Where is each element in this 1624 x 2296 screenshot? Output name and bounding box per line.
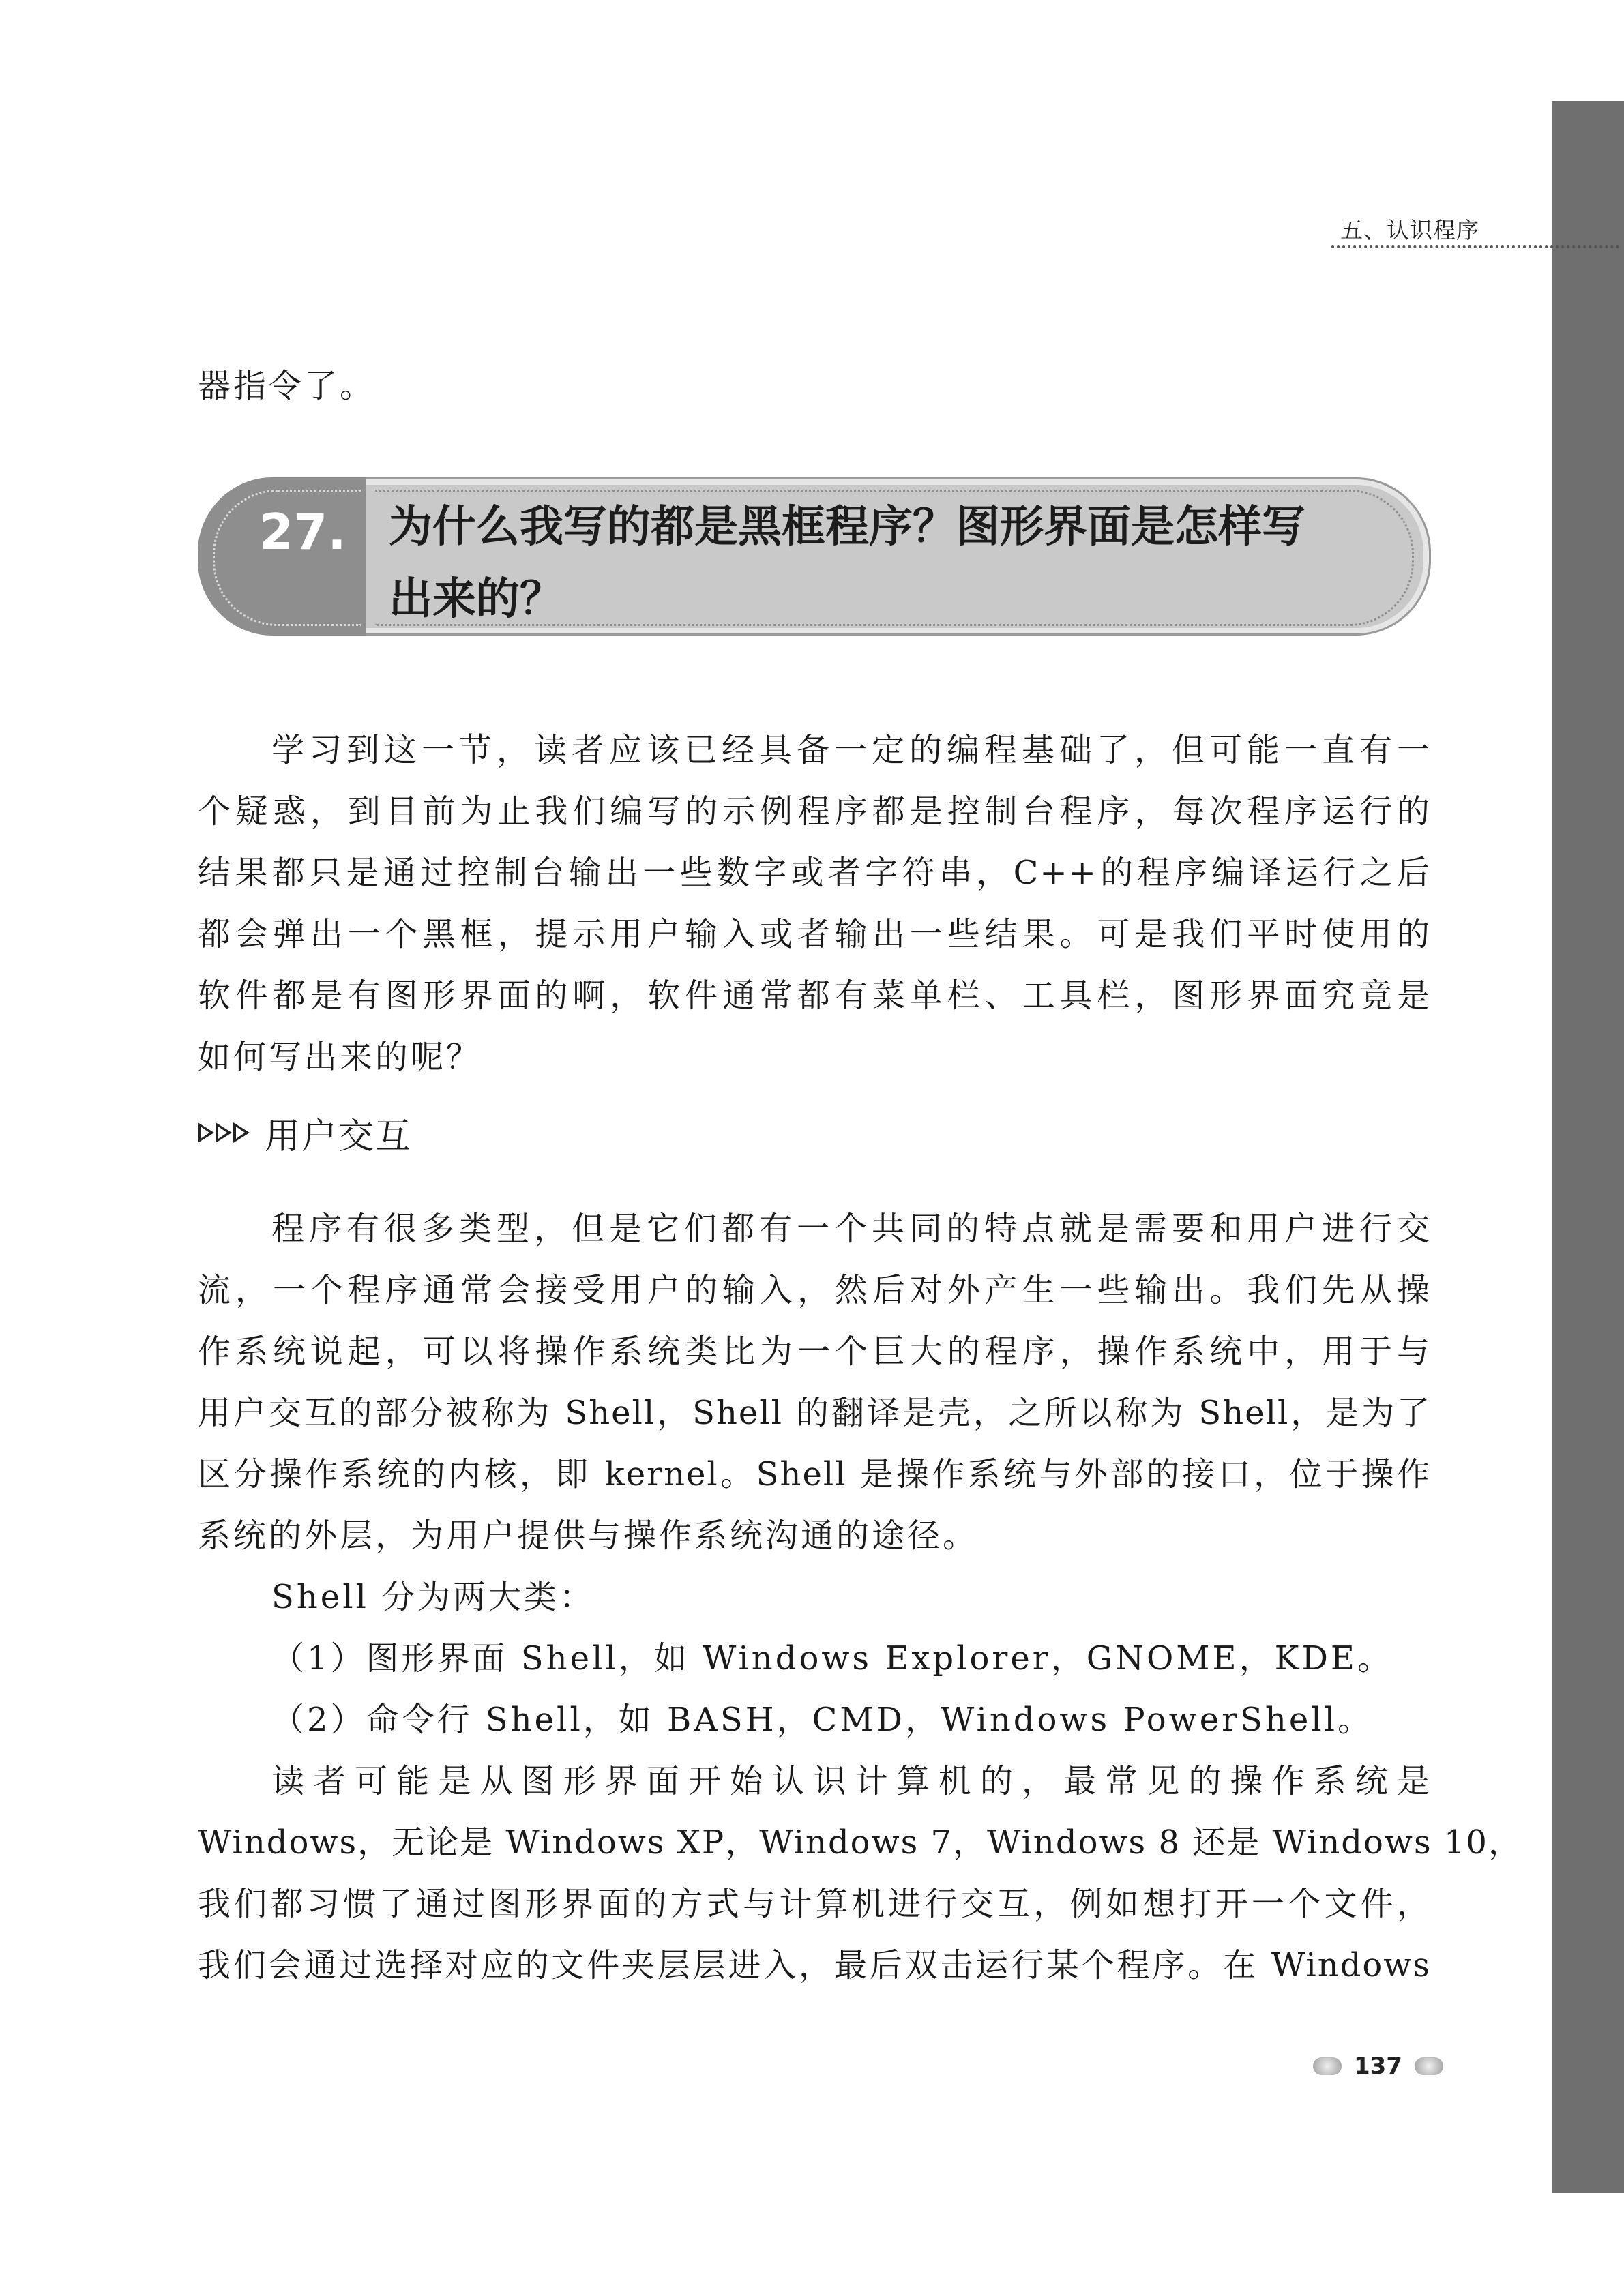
section-title — [389, 491, 1412, 636]
paragraph-line: 作系统说起，可以将操作系统类比为一个巨大的程序，操作系统中，用于与 — [198, 1332, 1431, 1371]
folio-left-ornament — [1313, 2057, 1342, 2075]
paragraph-line: 如何写出来的呢？ — [198, 1038, 482, 1076]
paragraph-line: 程序有很多类型，但是它们都有一个共同的特点就是需要和用户进行交 — [271, 1210, 1431, 1248]
paragraph-line: 学习到这一节，读者应该已经具备一定的编程基础了，但可能一直有一 — [271, 731, 1431, 769]
page-number: 137 — [1354, 2053, 1402, 2080]
section-number: 27. — [259, 503, 346, 561]
paragraph-line: 流，一个程序通常会接受用户的输入，然后对外产生一些输出。我们先从操 — [198, 1271, 1431, 1309]
folio-right-ornament — [1415, 2057, 1443, 2075]
paragraph-line: 区分操作系统的内核，即 kernel。Shell 是操作系统与外部的接口，位于操作 — [198, 1455, 1431, 1493]
paragraph-line: 个疑惑，到目前为止我们编写的示例程序都是控制台程序，每次程序运行的 — [198, 792, 1431, 831]
paragraph-line: 用户交互的部分被称为 Shell，Shell 的翻译是壳，之所以称为 Shell，是为了 — [198, 1394, 1431, 1432]
section-title-line: 出来的？ — [389, 574, 563, 625]
paragraph-line: 我们会通过选择对应的文件夹层层进入，最后双击运行某个程序。在 Windows — [198, 1946, 1431, 1984]
paragraph-line: Windows，无论是 Windows XP，Windows 7，Windows 8 还是 Windows 10， — [198, 1823, 1522, 1862]
shell-type-item: （1）图形界面 Shell，如 Windows Explorer，GNOME，KDE。 — [271, 1639, 1393, 1678]
paragraph-line: 结果都只是通过控制台输出一些数字或者字符串，C++的程序编译运行之后 — [198, 854, 1431, 892]
triple-arrow-icon — [198, 1122, 250, 1143]
subheading — [198, 1109, 412, 1157]
section-title-line: 为什么我写的都是黑框程序？图形界面是怎样写 — [389, 502, 1305, 552]
chapter-side-tab — [1552, 101, 1624, 2193]
shell-types-intro: Shell 分为两大类： — [271, 1578, 595, 1616]
paragraph-line: 读者可能是从图形界面开始认识计算机的，最常见的操作系统是 — [271, 1762, 1431, 1800]
page-folio — [1313, 2053, 1443, 2080]
header-dotted-rule — [1331, 245, 1619, 248]
section-banner — [198, 477, 1431, 636]
lead-line: 器指令了。 — [198, 367, 376, 405]
paragraph-line: 系统的外层，为用户提供与操作系统沟通的途径。 — [198, 1517, 979, 1555]
paragraph-line: 都会弹出一个黑框，提示用户输入或者输出一些结果。可是我们平时使用的 — [198, 915, 1431, 953]
paragraph-line: 软件都是有图形界面的啊，软件通常都有菜单栏、工具栏，图形界面究竟是 — [198, 976, 1431, 1015]
shell-type-item: （2）命令行 Shell，如 BASH，CMD，Windows PowerShell。 — [271, 1701, 1373, 1739]
paragraph-line: 我们都习惯了通过图形界面的方式与计算机进行交互，例如想打开一个文件， — [198, 1885, 1431, 1923]
subheading-text: 用户交互 — [265, 1116, 413, 1157]
running-header: 五、认识程序 — [1340, 217, 1479, 243]
